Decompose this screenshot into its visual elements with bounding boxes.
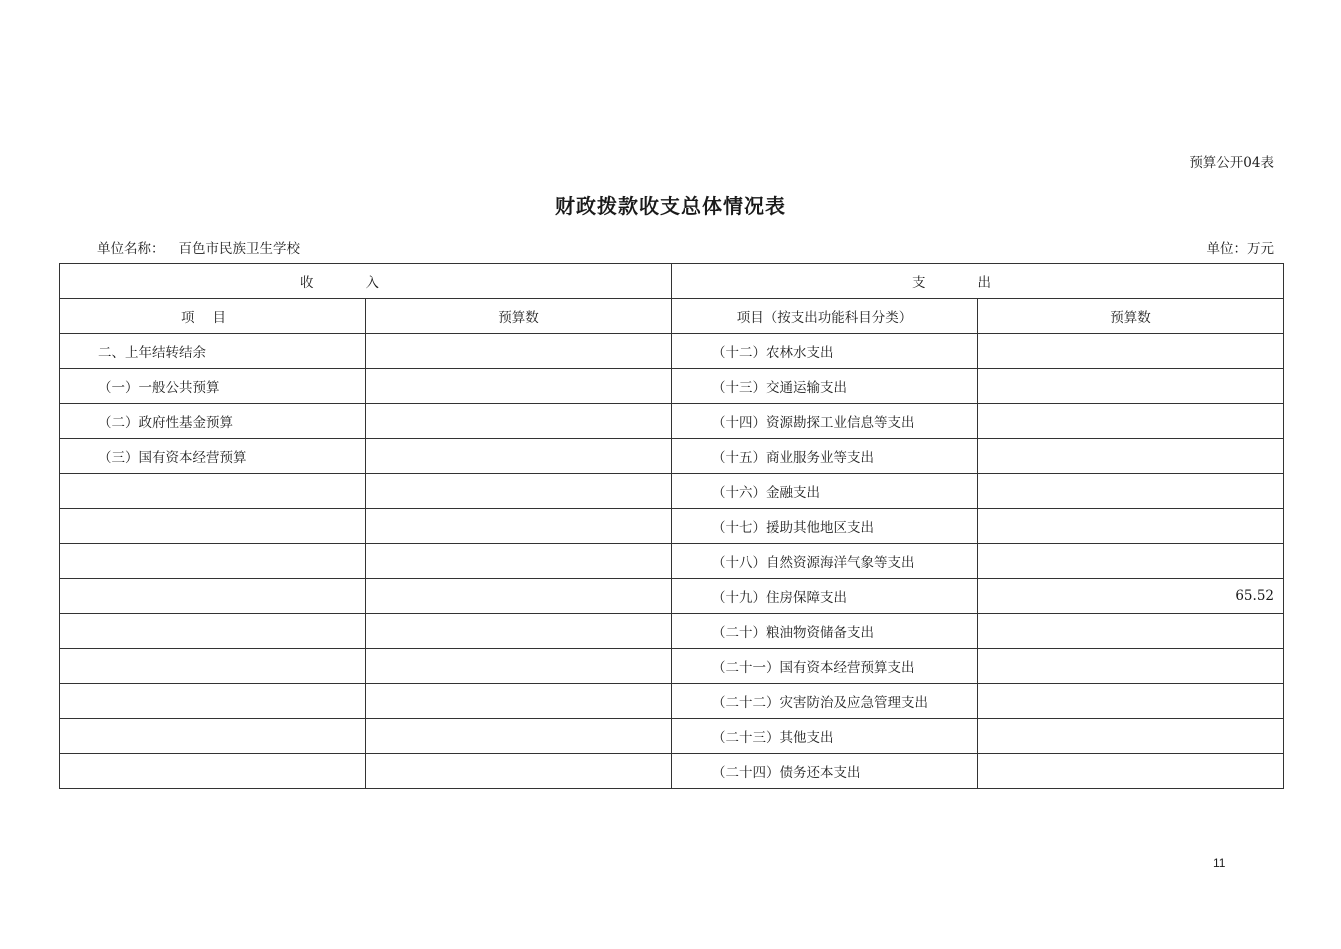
table-row <box>60 754 1284 789</box>
income-value-cell <box>366 509 672 544</box>
income-item-cell: （三）国有资本经营预算 <box>60 439 366 474</box>
expense-value-cell <box>978 754 1284 789</box>
income-item-cell <box>60 614 366 649</box>
income-value-cell <box>366 754 672 789</box>
table-row <box>60 579 1284 614</box>
income-item-cell <box>60 719 366 754</box>
income-value-cell <box>366 474 672 509</box>
income-item-cell <box>60 509 366 544</box>
expense-item-cell: （二十四）债务还本支出 <box>672 754 978 789</box>
income-value-cell <box>366 544 672 579</box>
expense-item-cell: （十四）资源勘探工业信息等支出 <box>672 404 978 439</box>
table-row <box>60 649 1284 684</box>
income-value-cell <box>366 439 672 474</box>
income-item-cell <box>60 754 366 789</box>
table-row <box>60 719 1284 754</box>
expense-item-header: 项目（按支出功能科目分类） <box>672 299 978 334</box>
form-number: 预算公开04表 <box>1189 155 1274 171</box>
unit-name-value: 百色市民族卫生学校 <box>178 241 300 257</box>
income-value-cell <box>366 579 672 614</box>
currency-unit: 单位：万元 <box>1206 241 1274 257</box>
table-row <box>60 404 1284 439</box>
expense-value-cell <box>978 719 1284 754</box>
income-item-cell <box>60 684 366 719</box>
income-item-cell <box>60 649 366 684</box>
expense-item-cell: （二十）粮油物资储备支出 <box>672 614 978 649</box>
expense-item-cell: （十八）自然资源海洋气象等支出 <box>672 544 978 579</box>
expense-item-cell: （十二）农林水支出 <box>672 334 978 369</box>
expense-value-cell <box>978 404 1284 439</box>
expense-section-header: 支出 <box>672 264 1284 299</box>
unit-name-label: 单位名称： <box>97 241 165 257</box>
expense-budget-header: 预算数 <box>978 299 1284 334</box>
expense-value-cell <box>978 369 1284 404</box>
income-item-cell <box>60 474 366 509</box>
table-row <box>60 544 1284 579</box>
income-value-cell <box>366 684 672 719</box>
expense-value-cell <box>978 684 1284 719</box>
income-budget-header: 预算数 <box>366 299 672 334</box>
expense-value-cell <box>978 614 1284 649</box>
income-item-cell: （一）一般公共预算 <box>60 369 366 404</box>
expense-value-cell <box>978 544 1284 579</box>
expense-value-cell <box>978 649 1284 684</box>
income-item-cell: 二、上年结转结余 <box>60 334 366 369</box>
page-title: 财政拨款收支总体情况表 <box>555 194 786 218</box>
expense-value-cell <box>978 334 1284 369</box>
budget-table-body <box>60 264 1284 789</box>
expense-value-cell <box>978 509 1284 544</box>
expense-item-cell: （十三）交通运输支出 <box>672 369 978 404</box>
table-row <box>60 509 1284 544</box>
table-section-header-row <box>60 264 1284 299</box>
income-item-cell <box>60 544 366 579</box>
expense-item-cell: （十九）住房保障支出 <box>672 579 978 614</box>
expense-value-cell <box>978 439 1284 474</box>
budget-table <box>59 263 1284 789</box>
income-value-cell <box>366 719 672 754</box>
expense-item-cell: （二十一）国有资本经营预算支出 <box>672 649 978 684</box>
page-number: 11 <box>1213 856 1226 870</box>
expense-value-cell: 65.52 <box>978 579 1284 614</box>
expense-item-cell: （十七）援助其他地区支出 <box>672 509 978 544</box>
table-row <box>60 334 1284 369</box>
table-column-header-row <box>60 299 1284 334</box>
income-value-cell <box>366 404 672 439</box>
table-row <box>60 439 1284 474</box>
table-row <box>60 614 1284 649</box>
unit-name-line <box>97 237 300 257</box>
expense-value-cell <box>978 474 1284 509</box>
expense-item-cell: （二十二）灾害防治及应急管理支出 <box>672 684 978 719</box>
income-item-cell: （二）政府性基金预算 <box>60 404 366 439</box>
table-row <box>60 684 1284 719</box>
expense-item-cell: （二十三）其他支出 <box>672 719 978 754</box>
table-row <box>60 474 1284 509</box>
income-item-cell <box>60 579 366 614</box>
expense-item-cell: （十五）商业服务业等支出 <box>672 439 978 474</box>
income-value-cell <box>366 649 672 684</box>
income-value-cell <box>366 369 672 404</box>
income-value-cell <box>366 334 672 369</box>
table-row <box>60 369 1284 404</box>
income-item-header: 项目 <box>60 299 366 334</box>
income-value-cell <box>366 614 672 649</box>
expense-item-cell: （十六）金融支出 <box>672 474 978 509</box>
income-section-header: 收入 <box>60 264 672 299</box>
